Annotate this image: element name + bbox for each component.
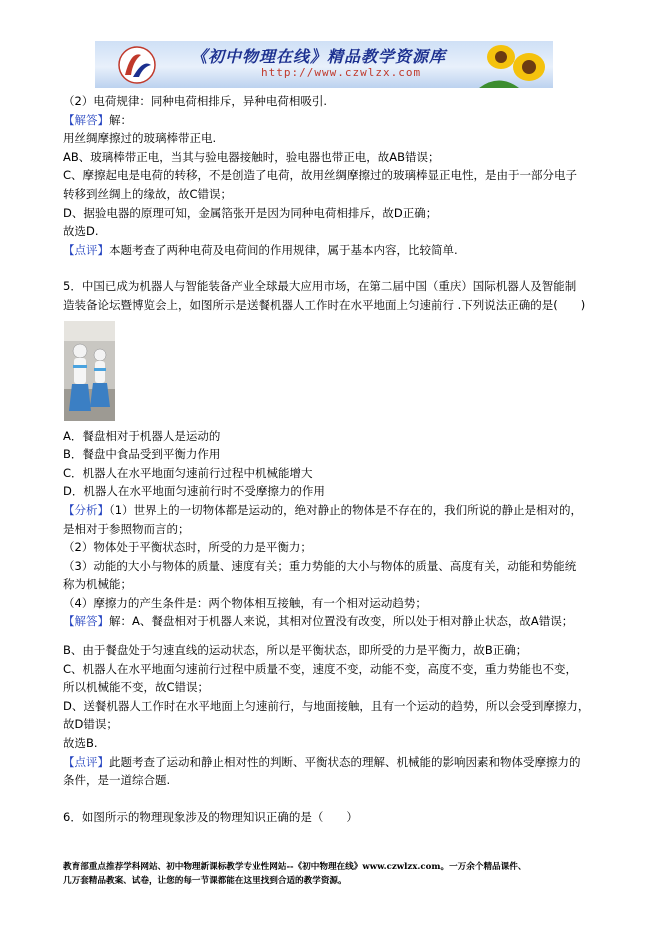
q5-comment-first-line bbox=[63, 753, 603, 772]
q5-analysis-first-line bbox=[63, 501, 603, 520]
question-stem: 造装备论坛暨博览会上，如图所示是送餐机器人工作时在水平地面上匀速前行 .下列说法正确的是( ) bbox=[63, 297, 586, 312]
sunflower-icon bbox=[479, 43, 549, 88]
analysis-tag: 【分析】 bbox=[63, 502, 109, 517]
text-line: D、送餐机器人工作时在水平地面上匀速前行，与地面接触，且有一个运动的趋势，所以会受到摩擦力， bbox=[63, 698, 590, 713]
spacer bbox=[63, 790, 603, 808]
answer-first: 解：A、餐盘相对于机器人来说，其相对位置没有改变，所以处于相对静止状态，故A错误； bbox=[109, 614, 574, 629]
q4-answer-first-line bbox=[63, 111, 603, 130]
text-line: （2）物体处于平衡状态时，所受的力是平衡力； bbox=[63, 540, 312, 555]
text-line: AB、玻璃棒带正电，当其与验电器接触时，验电器也带正电，故AB错误； bbox=[63, 149, 440, 164]
text-line: B、由于餐盘处于匀速直线的运动状态，所以是平衡状态，即所受的力是平衡力，故B正确； bbox=[63, 643, 528, 658]
option-b: B．餐盘中食品受到平衡力作用 bbox=[63, 447, 221, 462]
text-line: C、机器人在水平地面匀速前行过程中质量不变，速度不变，动能不变，高度不变，重力势能也不变， bbox=[63, 661, 578, 676]
answer-head: 解： bbox=[109, 112, 132, 127]
text-line: 故选B. bbox=[63, 736, 98, 751]
header-banner bbox=[95, 41, 553, 88]
comment-tag: 【点评】 bbox=[63, 754, 109, 769]
question-stem: 6．如图所示的物理现象涉及的物理知识正确的是（ ） bbox=[63, 809, 358, 824]
text-line: 转移到丝绸上的缘故，故C错误； bbox=[63, 186, 233, 201]
text-line: （3）动能的大小与物体的质量、速度有关；重力势能的大小与物体的质量、高度有关，动能和势能统 bbox=[63, 558, 577, 573]
site-logo-icon bbox=[117, 45, 157, 85]
option-c: C．机器人在水平地面匀速前行过程中机械能增大 bbox=[63, 465, 313, 480]
footer-line: 几万套精品教案、试卷，让您的每一节课都能在这里找到合适的教学资源。 bbox=[63, 876, 347, 886]
text-line: 称为机械能； bbox=[63, 577, 132, 592]
text-line: （2）电荷规律：同种电荷相排斥，异种电荷相吸引. bbox=[63, 94, 327, 108]
option-a: A．餐盘相对于机器人是运动的 bbox=[63, 428, 221, 443]
text-line: 所以机械能不变，故C错误； bbox=[63, 680, 210, 695]
comment-tag: 【点评】 bbox=[63, 242, 109, 257]
option-d: D．机器人在水平地面匀速前行时不受摩擦力的作用 bbox=[63, 484, 325, 499]
page-footer bbox=[63, 860, 603, 888]
footer-line: 教育部重点推荐学科网站、初中物理新课标教学专业性网站--《初中物理在线》www.czwlzx.com。一万余个精品课件、 bbox=[63, 862, 527, 872]
banner-title: 《初中物理在线》精品教学资源库 bbox=[191, 47, 447, 66]
text-line: 是相对于参照物而言的； bbox=[63, 521, 190, 536]
analysis-first: （1）世界上的一切物体都是运动的，绝对静止的物体是不存在的，我们所说的静止是相对的， bbox=[109, 502, 583, 517]
banner-url[interactable]: http://www.czwlzx.com bbox=[261, 66, 422, 79]
answer-tag: 【解答】 bbox=[63, 112, 109, 127]
comment-text: 本题考查了两种电荷及电荷间的作用规律，属于基本内容，比较简单. bbox=[109, 242, 458, 257]
comment-first: 此题考查了运动和静止相对性的判断、平衡状态的理解、机械能的影响因素和物体受摩擦力的 bbox=[109, 754, 581, 769]
text-line: 故选D. bbox=[63, 224, 99, 239]
text-line: 条件，是一道综合题. bbox=[63, 773, 171, 788]
spacer bbox=[63, 259, 603, 277]
document-body bbox=[63, 92, 603, 826]
answer-tag: 【解答】 bbox=[63, 614, 109, 629]
q4-comment bbox=[63, 241, 603, 260]
robot-photo bbox=[64, 321, 115, 421]
text-line: 故D错误； bbox=[63, 717, 118, 732]
robot-photo-illustration bbox=[64, 321, 115, 421]
text-line: （4）摩擦力的产生条件是：两个物体相互接触，有一个相对运动趋势； bbox=[63, 595, 427, 610]
text-line: C、摩擦起电是电荷的转移，不是创造了电荷，故用丝绸摩擦过的玻璃棒显正电性，是由于一部分电子 bbox=[63, 168, 578, 183]
text-line: D、据验电器的原理可知，金属箔张开是因为同种电荷相排斥，故D正确； bbox=[63, 205, 438, 220]
question-stem: 5．中国已成为机器人与智能装备产业全球最大应用市场，在第二届中国（重庆）国际机器人及智能制 bbox=[63, 279, 577, 294]
q5-answer-first-line bbox=[63, 612, 603, 631]
spacer bbox=[63, 631, 603, 641]
text-line: 用丝绸摩擦过的玻璃棒带正电. bbox=[63, 131, 217, 146]
